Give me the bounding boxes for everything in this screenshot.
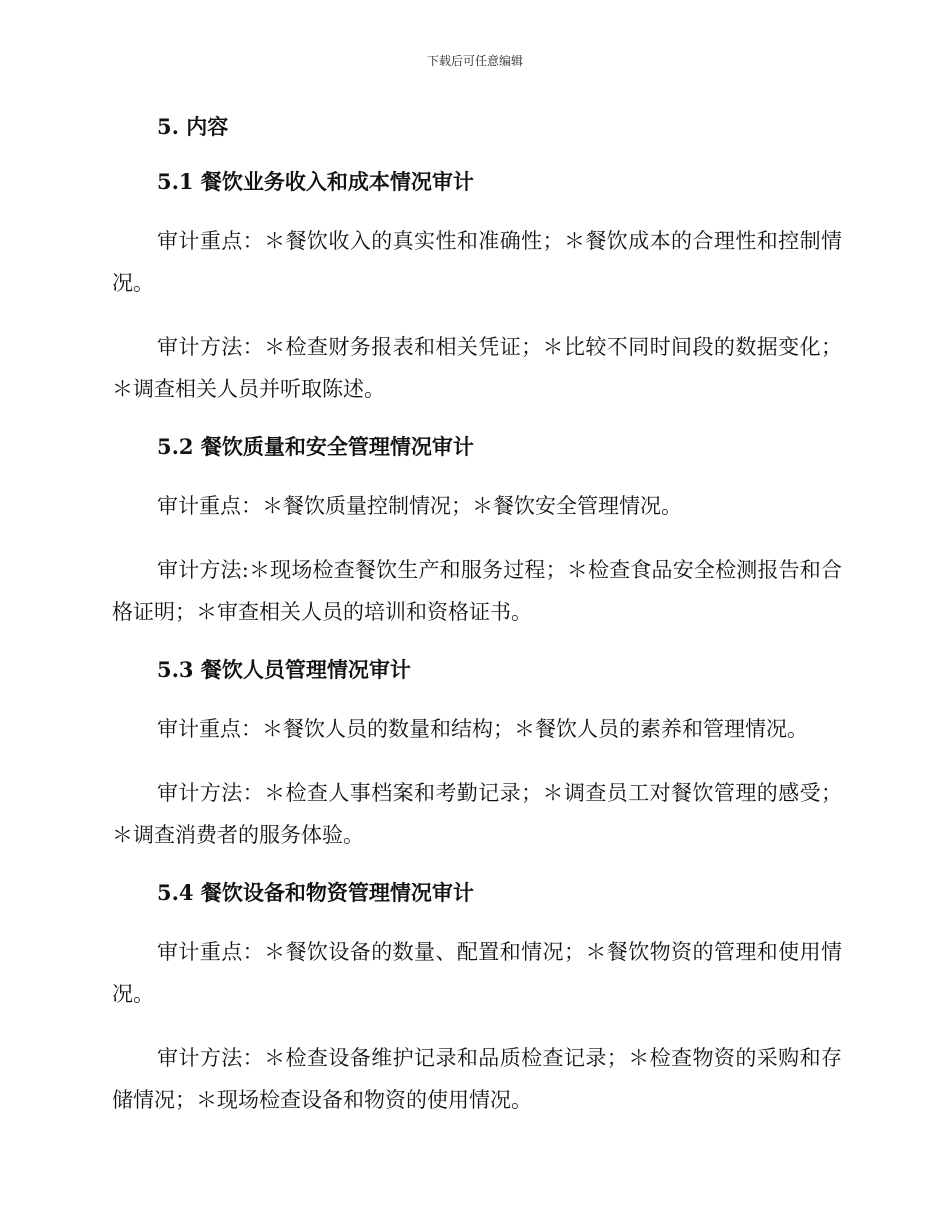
- page-header: 下载后可任意编辑: [426, 54, 523, 68]
- audit-focus-5-4: 审计重点：＊餐饮设备的数量、配置和情况；＊餐饮物资的管理和使用情况。: [112, 940, 842, 1006]
- subsection-heading-5-2: 5.2 餐饮质量和安全管理情况审计: [157, 434, 474, 459]
- audit-focus-5-3: 审计重点：＊餐饮人员的数量和结构；＊餐饮人员的素养和管理情况。: [157, 717, 808, 741]
- document-body: [112, 112, 842, 1143]
- audit-focus-5-1: 审计重点：＊餐饮收入的真实性和准确性；＊餐饮成本的合理性和控制情况。: [112, 229, 842, 295]
- subsection-heading-5-1: 5.1 餐饮业务收入和成本情况审计: [157, 169, 474, 194]
- audit-focus-5-2: 审计重点：＊餐饮质量控制情况；＊餐饮安全管理情况。: [157, 494, 682, 518]
- audit-method-5-3: 审计方法：＊检查人事档案和考勤记录；＊调查员工对餐饮管理的感受；＊调查消费者的服务体验。: [112, 781, 842, 847]
- subsection-heading-5-3: 5.3 餐饮人员管理情况审计: [157, 657, 411, 682]
- subsection-heading-5-4: 5.4 餐饮设备和物资管理情况审计: [157, 880, 474, 905]
- audit-method-5-4: 审计方法：＊检查设备维护记录和品质检查记录；＊检查物资的采购和存储情况；＊现场检查设备和物资的使用情况。: [112, 1046, 842, 1112]
- section-title: 5. 内容: [157, 114, 229, 139]
- audit-method-5-1: 审计方法：＊检查财务报表和相关凭证；＊比较不同时间段的数据变化；＊调查相关人员并听取陈述。: [112, 335, 842, 401]
- audit-method-5-2: 审计方法:＊现场检查餐饮生产和服务过程；＊检查食品安全检测报告和合格证明；＊审查相关人员的培训和资格证书。: [112, 558, 842, 624]
